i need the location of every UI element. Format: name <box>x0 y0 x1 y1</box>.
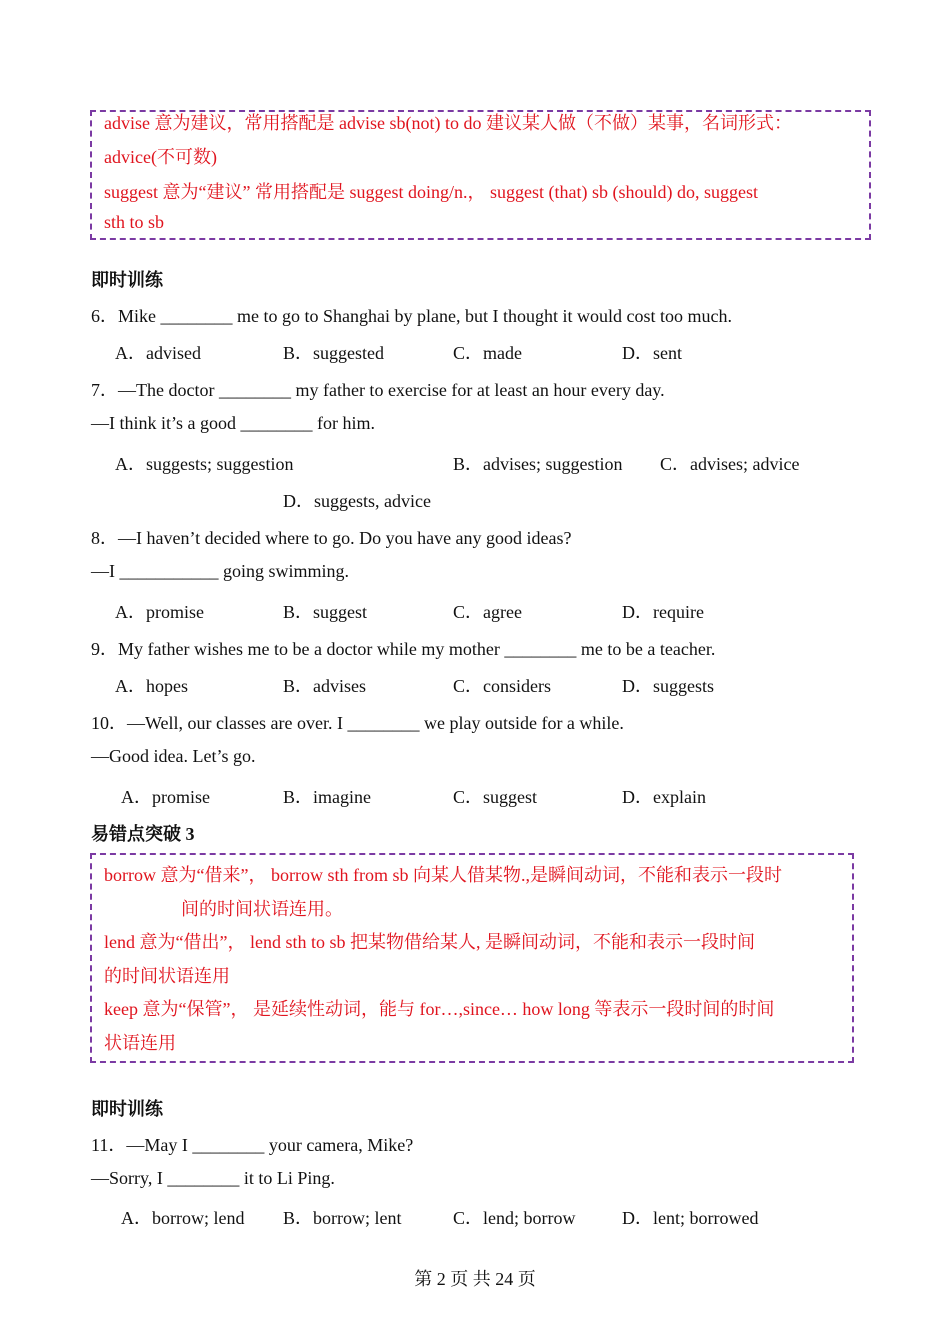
note-line: 间的时间状语连用。 <box>181 899 343 919</box>
option-c: C．advises; advice <box>660 454 800 474</box>
option-b: B．imagine <box>283 787 371 807</box>
question-stem-reply: —I think it’s a good ________ for him. <box>91 413 375 433</box>
option-a: A．advised <box>115 343 201 363</box>
question-stem: 8．—I haven’t decided where to go. Do you have any good ideas? <box>91 528 572 548</box>
note-line: borrow 意为“借来”， borrow sth from sb 向某人借某物.,是瞬间动词，不能和表示一段时 <box>104 865 782 885</box>
question-stem-reply: —Sorry, I ________ it to Li Ping. <box>91 1168 335 1188</box>
option-a: A．hopes <box>115 676 188 696</box>
option-a: A．suggests; suggestion <box>115 454 294 474</box>
note-line: 的时间状语连用 <box>104 966 230 986</box>
option-c: C．agree <box>453 602 522 622</box>
section-heading: 即时训练 <box>91 1099 163 1119</box>
note-line: sth to sb <box>104 212 165 232</box>
option-d: D．suggests <box>622 676 715 696</box>
section-heading: 即时训练 <box>91 270 163 290</box>
option-a: A．borrow; lend <box>121 1208 245 1228</box>
option-b: B．advises <box>283 676 366 696</box>
option-c: C．considers <box>453 676 551 696</box>
option-b: B．borrow; lent <box>283 1208 402 1228</box>
option-d: D．require <box>622 602 704 622</box>
option-d: D．lent; borrowed <box>622 1208 759 1228</box>
note-line: advise 意为建议，常用搭配是 advise sb(not) to do 建议某人做（不做）某事，名词形式： <box>104 113 792 133</box>
question-stem: 7．—The doctor ________ my father to exercise for at least an hour every day. <box>91 380 665 400</box>
option-a: A．promise <box>121 787 210 807</box>
question-stem: 10．—Well, our classes are over. I ________ we play outside for a while. <box>91 713 624 733</box>
question-stem: 11．—May I ________ your camera, Mike? <box>91 1135 414 1155</box>
note-line: keep 意为“保管”， 是延续性动词，能与 for…,since… how long 等表示一段时间的时间 <box>104 999 775 1019</box>
note-line: advice(不可数) <box>104 147 217 167</box>
note-line: suggest 意为“建议” 常用搭配是 suggest doing/n.， suggest (that) sb (should) do, suggest <box>104 182 758 202</box>
note-line: 状语连用 <box>104 1033 176 1053</box>
option-c: C．made <box>453 343 522 363</box>
question-stem: 9．My father wishes me to be a doctor while my mother ________ me to be a teacher. <box>91 639 716 659</box>
section-heading: 易错点突破 3 <box>91 824 195 844</box>
option-d: D．suggests, advice <box>283 491 431 511</box>
option-d: D．explain <box>622 787 706 807</box>
option-b: B．advises; suggestion <box>453 454 623 474</box>
option-c: C．suggest <box>453 787 538 807</box>
question-stem: 6．Mike ________ me to go to Shanghai by plane, but I thought it would cost too much. <box>91 306 732 326</box>
note-line: lend 意为“借出”， lend sth to sb 把某物借给某人, 是瞬间动词，不能和表示一段时间 <box>104 932 755 952</box>
note-box-advise-suggest <box>90 110 871 240</box>
note-box-borrow-lend-keep <box>90 853 854 1063</box>
question-stem-reply: —I ___________ going swimming. <box>91 561 350 581</box>
option-a: A．promise <box>115 602 204 622</box>
page-number-footer: 第 2 页 共 24 页 <box>414 1269 536 1289</box>
option-c: C．lend; borrow <box>453 1208 576 1228</box>
option-b: B．suggested <box>283 343 384 363</box>
option-b: B．suggest <box>283 602 368 622</box>
question-stem-reply: —Good idea. Let’s go. <box>91 746 256 766</box>
option-d: D．sent <box>622 343 682 363</box>
